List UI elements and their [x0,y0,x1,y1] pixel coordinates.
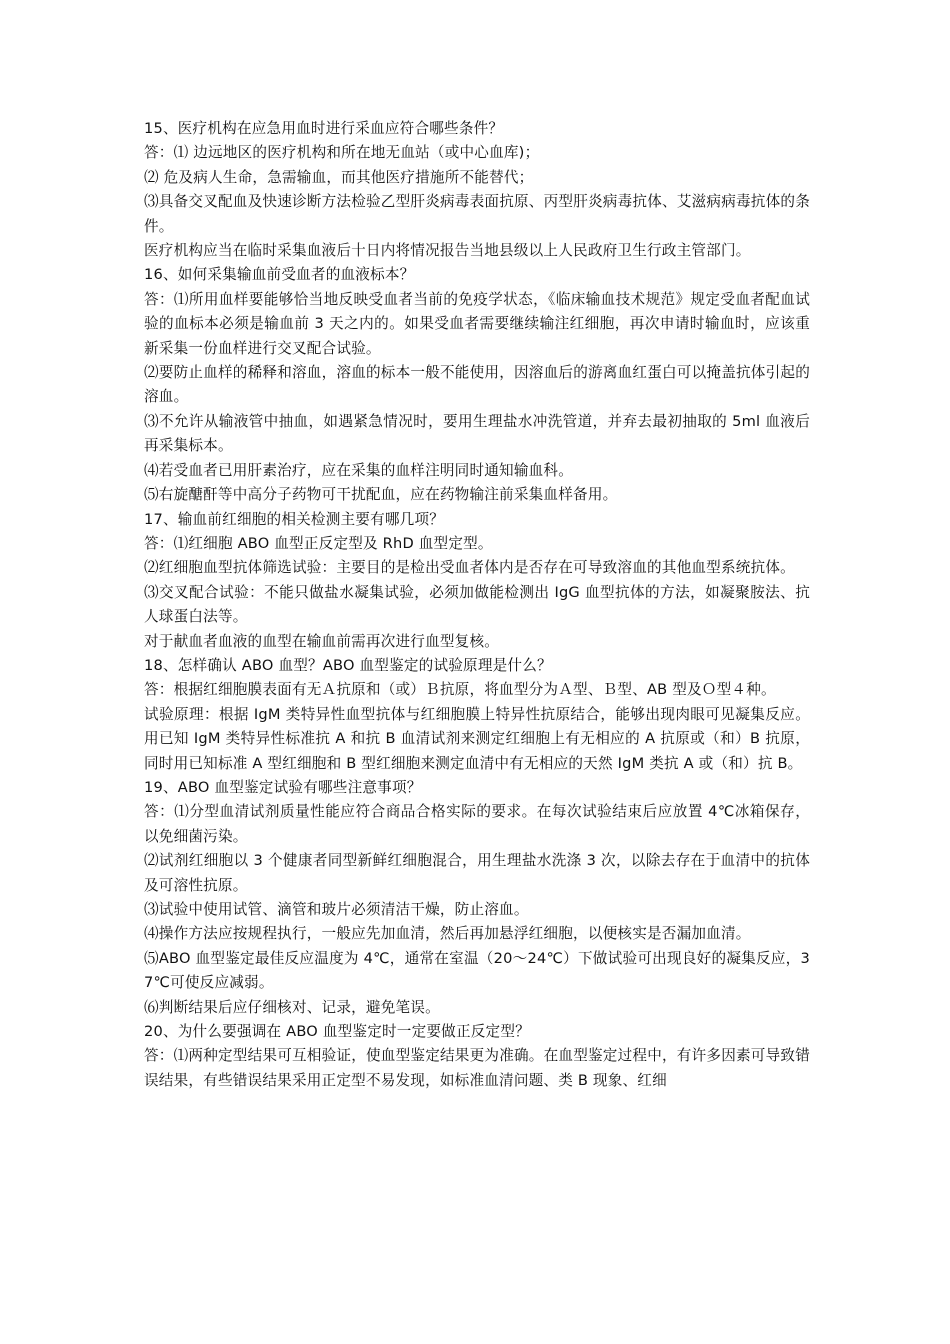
answer-paragraph: 对于献血者血液的血型在输血前需再次进行血型复核。 [144,632,500,650]
answer-paragraph: 答：⑴两种定型结果可互相验证，使血型鉴定结果更为准确。在血型鉴定过程中，有许多因素可导致错误结果，有些错误结果采用正定型不易发现，如标准血清问题、类 B 现象、红细 [144,1047,810,1089]
answer-paragraph: ⑹判断结果后应仔细核对、记录，避免笔误。 [144,998,440,1016]
answer-paragraph: 答：根据红细胞膜表面有无Ａ抗原和（或）Ｂ抗原，将血型分为Ａ型、Ｂ型、AB 型及Ｏ型４种。 [144,681,776,699]
question-heading-15: 15、医疗机构在应急用血时进行采血应符合哪些条件？ [144,120,504,137]
answer-paragraph: 医疗机构应当在临时采集血液后十日内将情况报告当地县级以上人民政府卫生行政主管部门。 [144,242,751,260]
answer-paragraph: ⑶交叉配合试验：不能只做盐水凝集试验，必须加做能检测出 IgG 血型抗体的方法，如凝聚胺法、抗人球蛋白法等。 [144,583,810,626]
answer-paragraph: ⑵红细胞血型抗体筛选试验：主要目的是检出受血者体内是否存在可导致溶血的其他血型系统抗体。 [144,559,795,577]
answer-paragraph: 答：⑴分型血清试剂质量性能应符合商品合格实际的要求。在每次试验结束后应放置 4℃冰箱保存，以免细菌污染。 [144,803,810,845]
answer-paragraph: ⑶试验中使用试管、滴管和玻片必须清洁干燥，防止溶血。 [144,901,529,918]
question-heading-20: 20、为什么要强调在 ABO 血型鉴定时一定要做正反定型？ [144,1023,530,1041]
answer-paragraph: 答：⑴所用血样要能够恰当地反映受血者当前的免疫学状态，《临床输血技术规范》规定受血者配血试验的血标本必须是输血前 3 天之内的。如果受血者需要继续输注红细胞，再次申请时输血时，应该重新采集一份血样进行交叉配合试验。 [144,290,810,357]
answer-paragraph: ⑵要防止血样的稀释和溶血，溶血的标本一般不能使用，因溶血后的游离血红蛋白可以掩盖抗体引起的溶血。 [144,364,810,406]
answer-paragraph: ⑶具备交叉配血及快速诊断方法检验乙型肝炎病毒表面抗原、丙型肝炎病毒抗体、艾滋病病毒抗体的条件。 [144,193,810,235]
answer-paragraph: ⑸ABO 血型鉴定最佳反应温度为 4℃，通常在室温（20～24℃）下做试验可出现良好的凝集反应，37℃可使反应减弱。 [144,949,810,992]
document-body [144,117,810,1093]
answer-paragraph: ⑵ 危及病人生命，急需输血，而其他医疗措施所不能替代； [144,168,534,186]
answer-paragraph: ⑵试剂红细胞以 3 个健康者同型新鲜红细胞混合，用生理盐水洗涤 3 次，以除去存在于血清中的抗体及可溶性抗原。 [144,852,810,894]
question-heading-19: 19、ABO 血型鉴定试验有哪些注意事项？ [144,778,422,796]
question-heading-16: 16、如何采集输血前受血者的血液标本？ [144,266,415,284]
answer-paragraph: ⑸右旋醣酐等中高分子药物可干扰配血，应在药物输注前采集血样备用。 [144,486,618,504]
answer-paragraph: ⑷操作方法应按规程执行，一般应先加血清，然后再加悬浮红细胞，以便核实是否漏加血清。 [144,925,751,943]
question-heading-17: 17、输血前红细胞的相关检测主要有哪几项？ [144,510,445,528]
answer-paragraph: ⑶不允许从输液管中抽血，如遇紧急情况时，要用生理盐水冲洗管道，并弃去最初抽取的 5ml 血液后再采集标本。 [144,412,810,455]
answer-paragraph: 试验原理：根据 IgM 类特异性血型抗体与红细胞膜上特异性抗原结合，能够出现肉眼可见凝集反应。用已知 IgM 类特异性标准抗 A 和抗 B 血清试剂来测定红细胞上有无相应的 A 抗原或（和）B 抗原，同时用已知标准 A 型红细胞和 B 型红细胞来测定血清中有无相应的天然 IgM 类抗 A 或（和）抗 B。 [144,705,810,772]
question-heading-18: 18、怎样确认 ABO 血型？ABO 血型鉴定的试验原理是什么？ [144,656,552,674]
answer-paragraph: ⑷若受血者已用肝素治疗，应在采集的血样注明同时通知输血科。 [144,461,574,479]
answer-paragraph: 答：⑴ 边远地区的医疗机构和所在地无血站（或中心血库)； [144,144,540,162]
answer-paragraph: 答：⑴红细胞 ABO 血型正反定型及 RhD 血型定型。 [144,534,493,552]
